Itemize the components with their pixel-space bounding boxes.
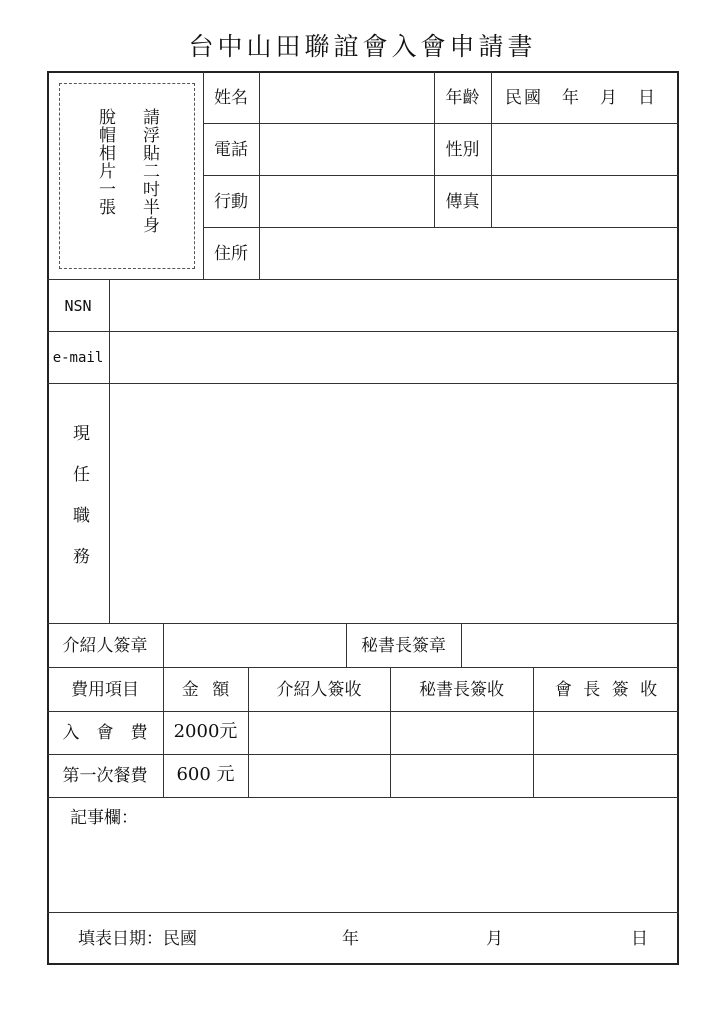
fax-label: 傳真 [445, 192, 480, 212]
fill-date-day: 日 [631, 929, 648, 949]
fill-date-year: 年 [342, 929, 359, 949]
nsn-field[interactable] [110, 280, 678, 331]
referrer-signature-field[interactable] [164, 624, 346, 667]
age-label: 年齡 [445, 88, 480, 108]
name-field[interactable] [260, 72, 434, 123]
fill-date-label: 填表日期：民國 [78, 929, 197, 949]
notes-field[interactable] [48, 830, 678, 911]
current-position-field[interactable] [110, 384, 678, 623]
nsn-label: NSN [64, 297, 92, 315]
fee-header-referrer: 介紹人簽收 [276, 680, 362, 700]
notes-label: 記事欄： [70, 808, 138, 828]
mobile-label: 行動 [214, 192, 248, 212]
phone-label: 電話 [214, 140, 248, 160]
fee-row-item: 入 會 費 [62, 723, 148, 743]
photo-box[interactable] [59, 83, 195, 269]
fill-date-month: 月 [486, 929, 503, 949]
divider [47, 912, 679, 913]
fee-row-amount: 2000元 [173, 721, 238, 742]
divider [47, 797, 679, 798]
name-label: 姓名 [214, 88, 248, 108]
secretary-signature-field[interactable] [462, 624, 678, 667]
fee-header-president: 會 長 簽 收 [554, 680, 658, 700]
fee-header-amount: 金 額 [181, 680, 230, 700]
fee-header-secretary: 秘書長簽收 [419, 680, 504, 700]
photo-instruction: 脫帽相片一張 [95, 108, 115, 216]
secretary-signature-label: 秘書長簽章 [361, 636, 446, 656]
referrer-signature-label: 介紹人簽章 [62, 636, 148, 656]
age-date-template: 民國 年 月 日 [505, 88, 657, 108]
email-label: e-mail [52, 350, 104, 366]
fee-row-amount: 600 元 [176, 764, 235, 785]
email-field[interactable] [110, 332, 678, 383]
fee-header-item: 費用項目 [71, 680, 139, 700]
divider [47, 667, 679, 668]
phone-field[interactable] [260, 124, 434, 175]
address-field[interactable] [260, 228, 678, 279]
gender-label: 性別 [445, 140, 480, 160]
divider [47, 711, 679, 712]
fee-row-item: 第一次餐費 [62, 766, 148, 786]
mobile-field[interactable] [260, 176, 434, 227]
gender-field[interactable] [492, 124, 678, 175]
fax-field[interactable] [492, 176, 678, 227]
address-label: 住所 [214, 244, 248, 264]
photo-instruction: 請浮貼二吋半身 [139, 108, 159, 234]
page-title: 台中山田聯誼會入會申請書 [188, 32, 537, 61]
divider [47, 754, 679, 755]
current-position-label: 現任職務 [69, 424, 89, 588]
